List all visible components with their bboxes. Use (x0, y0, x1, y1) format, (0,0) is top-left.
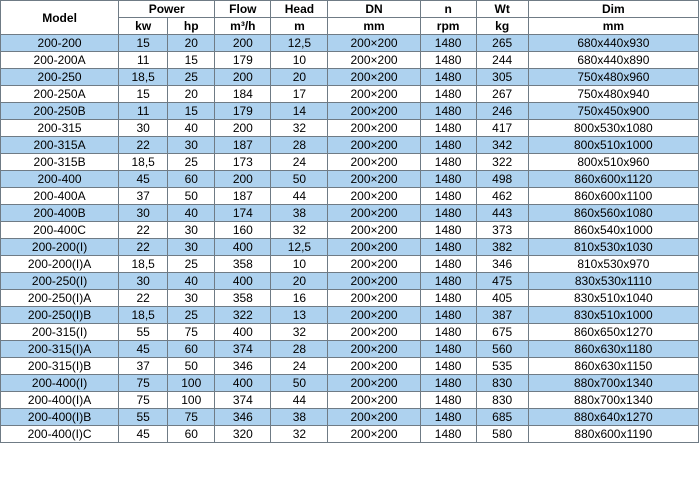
cell-kw: 18,5 (119, 154, 168, 171)
cell-dn: 200×200 (328, 307, 420, 324)
cell-kw: 11 (119, 103, 168, 120)
cell-n: 1480 (420, 35, 476, 52)
cell-n: 1480 (420, 171, 476, 188)
table-row (1, 154, 699, 171)
table-row (1, 358, 699, 375)
cell-hp: 50 (168, 188, 215, 205)
table-body (1, 35, 699, 443)
cell-dn: 200×200 (328, 35, 420, 52)
cell-kw: 30 (119, 120, 168, 137)
table-row (1, 171, 699, 188)
cell-hp: 30 (168, 290, 215, 307)
cell-model: 200-250(I)A (1, 290, 119, 307)
cell-wt: 685 (476, 409, 528, 426)
cell-wt: 405 (476, 290, 528, 307)
cell-head: 32 (271, 120, 328, 137)
cell-dim: 860x600x1100 (528, 188, 698, 205)
cell-dn: 200×200 (328, 375, 420, 392)
cell-n: 1480 (420, 205, 476, 222)
cell-model: 200-400(I)A (1, 392, 119, 409)
table-row (1, 86, 699, 103)
cell-dim: 860x540x1000 (528, 222, 698, 239)
cell-kw: 55 (119, 324, 168, 341)
table-row (1, 137, 699, 154)
table-row (1, 273, 699, 290)
cell-head: 38 (271, 205, 328, 222)
cell-flow: 358 (215, 256, 271, 273)
cell-hp: 25 (168, 307, 215, 324)
table-row (1, 324, 699, 341)
cell-model: 200-315(I) (1, 324, 119, 341)
cell-hp: 40 (168, 120, 215, 137)
cell-dn: 200×200 (328, 205, 420, 222)
cell-flow: 346 (215, 409, 271, 426)
cell-n: 1480 (420, 120, 476, 137)
cell-head: 13 (271, 307, 328, 324)
cell-model: 200-400(I) (1, 375, 119, 392)
column-header-wt: Wt (476, 1, 528, 18)
cell-wt: 382 (476, 239, 528, 256)
cell-flow: 187 (215, 188, 271, 205)
table-row (1, 205, 699, 222)
cell-dn: 200×200 (328, 188, 420, 205)
cell-kw: 11 (119, 52, 168, 69)
cell-dn: 200×200 (328, 358, 420, 375)
cell-kw: 37 (119, 358, 168, 375)
cell-hp: 75 (168, 409, 215, 426)
cell-wt: 267 (476, 86, 528, 103)
cell-head: 50 (271, 375, 328, 392)
cell-head: 14 (271, 103, 328, 120)
cell-dim: 800x510x960 (528, 154, 698, 171)
cell-wt: 535 (476, 358, 528, 375)
cell-dn: 200×200 (328, 222, 420, 239)
cell-kw: 30 (119, 205, 168, 222)
cell-flow: 200 (215, 171, 271, 188)
unit-header-kw: kw (119, 18, 168, 35)
cell-dim: 810x530x1030 (528, 239, 698, 256)
cell-kw: 30 (119, 273, 168, 290)
cell-kw: 15 (119, 86, 168, 103)
cell-n: 1480 (420, 358, 476, 375)
cell-dn: 200×200 (328, 290, 420, 307)
cell-head: 20 (271, 69, 328, 86)
table-row (1, 307, 699, 324)
cell-n: 1480 (420, 307, 476, 324)
cell-wt: 246 (476, 103, 528, 120)
cell-flow: 173 (215, 154, 271, 171)
cell-dim: 800x510x1000 (528, 137, 698, 154)
column-header-head: Head (271, 1, 328, 18)
cell-wt: 417 (476, 120, 528, 137)
cell-dim: 860x600x1120 (528, 171, 698, 188)
cell-wt: 305 (476, 69, 528, 86)
cell-flow: 174 (215, 205, 271, 222)
cell-wt: 342 (476, 137, 528, 154)
cell-model: 200-315A (1, 137, 119, 154)
table-row (1, 375, 699, 392)
cell-hp: 60 (168, 426, 215, 443)
cell-n: 1480 (420, 392, 476, 409)
header-group-row (1, 1, 699, 18)
cell-dn: 200×200 (328, 69, 420, 86)
cell-head: 24 (271, 154, 328, 171)
cell-model: 200-250(I) (1, 273, 119, 290)
cell-model: 200-250B (1, 103, 119, 120)
column-header-dim: Dim (528, 1, 698, 18)
cell-dn: 200×200 (328, 256, 420, 273)
cell-kw: 22 (119, 239, 168, 256)
cell-wt: 830 (476, 392, 528, 409)
cell-kw: 45 (119, 341, 168, 358)
cell-hp: 40 (168, 205, 215, 222)
unit-header-hp: hp (168, 18, 215, 35)
cell-model: 200-200A (1, 52, 119, 69)
cell-head: 28 (271, 137, 328, 154)
cell-dn: 200×200 (328, 154, 420, 171)
cell-hp: 15 (168, 103, 215, 120)
cell-head: 12,5 (271, 35, 328, 52)
cell-dim: 860x650x1270 (528, 324, 698, 341)
cell-kw: 18,5 (119, 69, 168, 86)
cell-wt: 373 (476, 222, 528, 239)
cell-n: 1480 (420, 409, 476, 426)
cell-wt: 830 (476, 375, 528, 392)
cell-dim: 680x440x930 (528, 35, 698, 52)
cell-dn: 200×200 (328, 239, 420, 256)
cell-kw: 15 (119, 35, 168, 52)
cell-n: 1480 (420, 52, 476, 69)
cell-wt: 462 (476, 188, 528, 205)
cell-n: 1480 (420, 341, 476, 358)
cell-dn: 200×200 (328, 120, 420, 137)
cell-dn: 200×200 (328, 137, 420, 154)
cell-head: 28 (271, 341, 328, 358)
cell-dim: 810x530x970 (528, 256, 698, 273)
cell-dn: 200×200 (328, 324, 420, 341)
cell-n: 1480 (420, 375, 476, 392)
table-row (1, 52, 699, 69)
cell-dim: 880x700x1340 (528, 392, 698, 409)
cell-model: 200-400B (1, 205, 119, 222)
cell-head: 44 (271, 188, 328, 205)
cell-wt: 675 (476, 324, 528, 341)
cell-head: 16 (271, 290, 328, 307)
cell-n: 1480 (420, 86, 476, 103)
cell-model: 200-200(I)A (1, 256, 119, 273)
cell-hp: 40 (168, 273, 215, 290)
table-header (1, 1, 699, 35)
cell-flow: 187 (215, 137, 271, 154)
table-row (1, 188, 699, 205)
cell-model: 200-315 (1, 120, 119, 137)
cell-head: 38 (271, 409, 328, 426)
cell-dn: 200×200 (328, 86, 420, 103)
column-header-model: Model (1, 1, 119, 35)
table-row (1, 409, 699, 426)
unit-header-wt: kg (476, 18, 528, 35)
cell-flow: 200 (215, 120, 271, 137)
cell-kw: 75 (119, 375, 168, 392)
cell-wt: 475 (476, 273, 528, 290)
cell-dn: 200×200 (328, 341, 420, 358)
cell-kw: 75 (119, 392, 168, 409)
cell-kw: 22 (119, 222, 168, 239)
cell-head: 32 (271, 426, 328, 443)
cell-hp: 60 (168, 341, 215, 358)
table-row (1, 290, 699, 307)
cell-head: 32 (271, 222, 328, 239)
table-row (1, 120, 699, 137)
cell-hp: 60 (168, 171, 215, 188)
cell-model: 200-400(I)C (1, 426, 119, 443)
cell-n: 1480 (420, 324, 476, 341)
unit-header-n: rpm (420, 18, 476, 35)
table-row (1, 341, 699, 358)
cell-hp: 15 (168, 52, 215, 69)
cell-wt: 387 (476, 307, 528, 324)
unit-header-dn: mm (328, 18, 420, 35)
cell-flow: 320 (215, 426, 271, 443)
cell-dn: 200×200 (328, 409, 420, 426)
cell-model: 200-315B (1, 154, 119, 171)
cell-wt: 498 (476, 171, 528, 188)
cell-wt: 244 (476, 52, 528, 69)
cell-dim: 880x700x1340 (528, 375, 698, 392)
cell-flow: 358 (215, 290, 271, 307)
cell-dim: 860x630x1180 (528, 341, 698, 358)
cell-kw: 45 (119, 426, 168, 443)
cell-flow: 374 (215, 341, 271, 358)
cell-flow: 184 (215, 86, 271, 103)
cell-head: 44 (271, 392, 328, 409)
column-header-n: n (420, 1, 476, 18)
cell-flow: 346 (215, 358, 271, 375)
cell-flow: 200 (215, 69, 271, 86)
cell-flow: 200 (215, 35, 271, 52)
cell-head: 10 (271, 52, 328, 69)
cell-wt: 265 (476, 35, 528, 52)
table-row (1, 256, 699, 273)
table-row (1, 222, 699, 239)
cell-dn: 200×200 (328, 426, 420, 443)
cell-dn: 200×200 (328, 52, 420, 69)
cell-dim: 830x530x1110 (528, 273, 698, 290)
table-row (1, 69, 699, 86)
unit-header-dim: mm (528, 18, 698, 35)
cell-hp: 20 (168, 35, 215, 52)
cell-hp: 25 (168, 256, 215, 273)
cell-dim: 680x440x890 (528, 52, 698, 69)
cell-n: 1480 (420, 426, 476, 443)
cell-flow: 400 (215, 375, 271, 392)
table-row (1, 239, 699, 256)
cell-hp: 25 (168, 154, 215, 171)
cell-model: 200-250(I)B (1, 307, 119, 324)
cell-dim: 750x480x940 (528, 86, 698, 103)
cell-n: 1480 (420, 256, 476, 273)
cell-kw: 22 (119, 137, 168, 154)
cell-wt: 560 (476, 341, 528, 358)
cell-model: 200-250A (1, 86, 119, 103)
cell-n: 1480 (420, 239, 476, 256)
cell-hp: 25 (168, 69, 215, 86)
cell-model: 200-400C (1, 222, 119, 239)
cell-dim: 880x600x1190 (528, 426, 698, 443)
unit-header-flow: m³/h (215, 18, 271, 35)
cell-wt: 346 (476, 256, 528, 273)
cell-n: 1480 (420, 188, 476, 205)
cell-model: 200-200(I) (1, 239, 119, 256)
table-row (1, 426, 699, 443)
cell-model: 200-400 (1, 171, 119, 188)
cell-dn: 200×200 (328, 392, 420, 409)
cell-flow: 374 (215, 392, 271, 409)
cell-n: 1480 (420, 69, 476, 86)
cell-dim: 830x510x1040 (528, 290, 698, 307)
unit-header-head: m (271, 18, 328, 35)
cell-hp: 20 (168, 86, 215, 103)
column-header-power: Power (119, 1, 215, 18)
cell-head: 24 (271, 358, 328, 375)
cell-flow: 179 (215, 103, 271, 120)
cell-n: 1480 (420, 273, 476, 290)
cell-hp: 100 (168, 375, 215, 392)
cell-flow: 179 (215, 52, 271, 69)
cell-dim: 750x450x900 (528, 103, 698, 120)
cell-n: 1480 (420, 222, 476, 239)
cell-flow: 160 (215, 222, 271, 239)
cell-flow: 400 (215, 273, 271, 290)
cell-kw: 55 (119, 409, 168, 426)
cell-kw: 37 (119, 188, 168, 205)
table-row (1, 103, 699, 120)
cell-n: 1480 (420, 103, 476, 120)
cell-model: 200-250 (1, 69, 119, 86)
cell-hp: 100 (168, 392, 215, 409)
cell-model: 200-315(I)B (1, 358, 119, 375)
cell-kw: 18,5 (119, 307, 168, 324)
cell-model: 200-400(I)B (1, 409, 119, 426)
cell-model: 200-400A (1, 188, 119, 205)
cell-model: 200-315(I)A (1, 341, 119, 358)
cell-head: 12,5 (271, 239, 328, 256)
cell-head: 20 (271, 273, 328, 290)
cell-dim: 860x630x1150 (528, 358, 698, 375)
cell-model: 200-200 (1, 35, 119, 52)
column-header-flow: Flow (215, 1, 271, 18)
cell-dim: 830x510x1000 (528, 307, 698, 324)
cell-kw: 45 (119, 171, 168, 188)
cell-dim: 880x640x1270 (528, 409, 698, 426)
cell-dn: 200×200 (328, 171, 420, 188)
cell-hp: 30 (168, 222, 215, 239)
column-header-dn: DN (328, 1, 420, 18)
cell-dn: 200×200 (328, 103, 420, 120)
cell-flow: 322 (215, 307, 271, 324)
cell-head: 10 (271, 256, 328, 273)
cell-dn: 200×200 (328, 273, 420, 290)
cell-n: 1480 (420, 137, 476, 154)
cell-kw: 18,5 (119, 256, 168, 273)
cell-dim: 860x560x1080 (528, 205, 698, 222)
cell-hp: 50 (168, 358, 215, 375)
cell-flow: 400 (215, 324, 271, 341)
cell-hp: 75 (168, 324, 215, 341)
cell-n: 1480 (420, 154, 476, 171)
cell-flow: 400 (215, 239, 271, 256)
cell-hp: 30 (168, 137, 215, 154)
cell-head: 50 (271, 171, 328, 188)
cell-dim: 800x530x1080 (528, 120, 698, 137)
table-row (1, 392, 699, 409)
cell-head: 32 (271, 324, 328, 341)
cell-n: 1480 (420, 290, 476, 307)
cell-hp: 30 (168, 239, 215, 256)
cell-kw: 22 (119, 290, 168, 307)
cell-head: 17 (271, 86, 328, 103)
cell-wt: 580 (476, 426, 528, 443)
cell-wt: 443 (476, 205, 528, 222)
cell-dim: 750x480x960 (528, 69, 698, 86)
cell-wt: 322 (476, 154, 528, 171)
table-row (1, 35, 699, 52)
